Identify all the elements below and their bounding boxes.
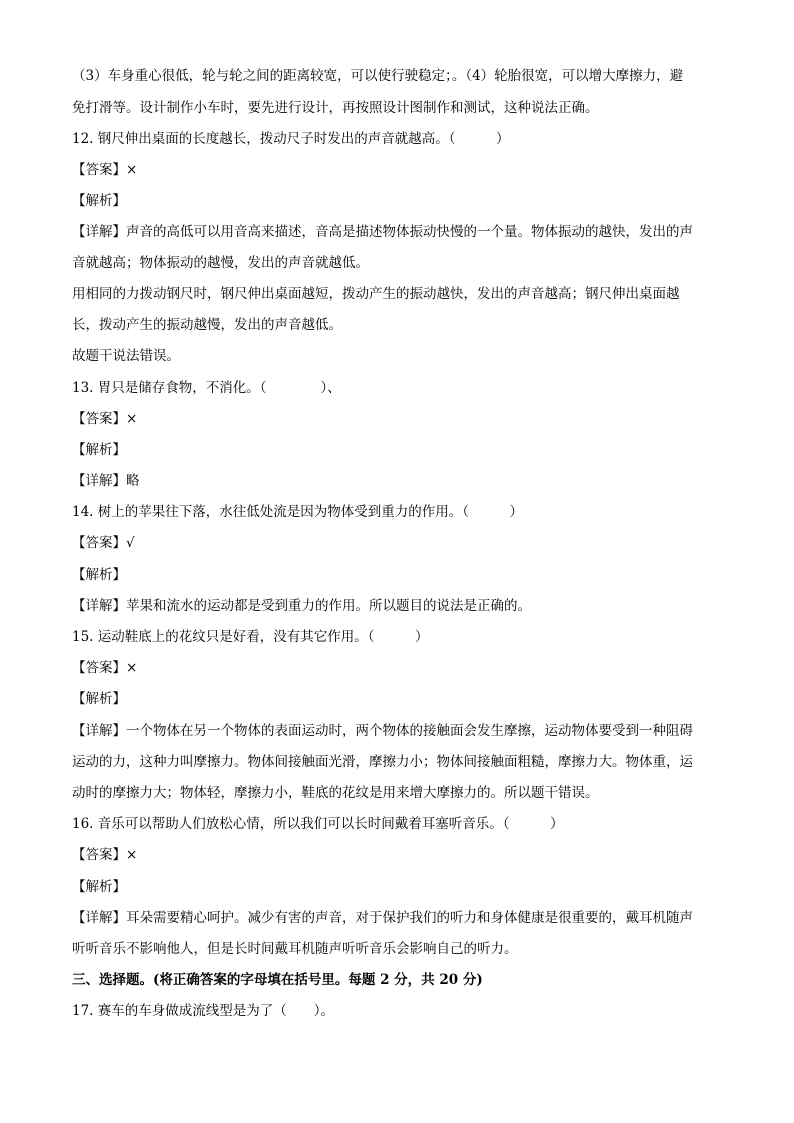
explanation-text: 【详解】耳朵需要精心呵护。减少有害的声音，对于保护我们的听力和身体健康是很重要的，戴耳机随声: [72, 910, 693, 926]
analysis-label: 【解析】: [72, 193, 126, 209]
question-15: 15. 运动鞋底上的花纹只是好看，没有其它作用。（ ）: [72, 629, 429, 645]
question-16: 16. 音乐可以帮助人们放松心情，所以我们可以长时间戴着耳塞听音乐。（ ）: [72, 816, 564, 832]
explanation-text: 动时的摩擦力大；物体轻，摩擦力小，鞋底的花纹是用来增大摩擦力的。所以题干错误。: [72, 785, 599, 801]
explanation-text: 音就越高；物体振动的越慢，发出的声音就越低。: [72, 255, 369, 271]
answer-label: 【答案】×: [72, 411, 138, 427]
answer-label: 【答案】×: [72, 162, 138, 178]
question-14: 14. 树上的苹果往下落，水往低处流是因为物体受到重力的作用。（ ）: [72, 504, 524, 520]
text-line: （3）车身重心很低，轮与轮之间的距离较宽，可以使行驶稳定；。（4）轮胎很宽，可以增大摩擦力，避: [72, 68, 684, 84]
answer-label: 【答案】×: [72, 660, 138, 676]
explanation-text: 故题干说法错误。: [72, 348, 180, 364]
analysis-label: 【解析】: [72, 879, 126, 895]
explanation-text: 【详解】苹果和流水的运动都是受到重力的作用。所以题目的说法是正确的。: [72, 598, 531, 614]
analysis-label: 【解析】: [72, 567, 126, 583]
analysis-label: 【解析】: [72, 691, 126, 707]
explanation-text: 长，拨动产生的振动越慢，发出的声音越低。: [72, 317, 342, 333]
explanation-text: 运动的力，这种力叫摩擦力。物体间接触面光滑，摩擦力小；物体间接触面粗糙，摩擦力大。物体重，运: [72, 754, 693, 770]
explanation-text: 听听音乐不影响他人，但是长时间戴耳机随声听听音乐会影响自己的听力。: [72, 941, 518, 957]
explanation-text: 用相同的力拨动钢尺时，钢尺伸出桌面越短，拨动产生的振动越快，发出的声音越高；钢尺伸出桌面越: [72, 286, 680, 302]
question-12: 12. 钢尺伸出桌面的长度越长，拨动尺子时发出的声音就越高。（ ）: [72, 131, 510, 147]
answer-label: 【答案】√: [72, 535, 135, 551]
question-17: 17. 赛车的车身做成流线型是为了（ ）。: [72, 1003, 335, 1019]
explanation-text: 【详解】略: [72, 473, 140, 489]
question-13: 13. 胃只是储存食物，不消化。（ ）、: [72, 380, 341, 396]
answer-label: 【答案】×: [72, 847, 138, 863]
explanation-text: 【详解】一个物体在另一个物体的表面运动时，两个物体的接触面会发生摩擦，运动物体要受到一种阻碍: [72, 723, 693, 739]
text-line: 免打滑等。设计制作小车时，要先进行设计，再按照设计图制作和测试，这种说法正确。: [72, 100, 599, 116]
analysis-label: 【解析】: [72, 442, 126, 458]
section-heading: 三、选择题。(将正确答案的字母填在括号里。每题 2 分，共 20 分): [72, 972, 483, 988]
explanation-text: 【详解】声音的高低可以用音高来描述，音高是描述物体振动快慢的一个量。物体振动的越快，发出的声: [72, 224, 693, 240]
